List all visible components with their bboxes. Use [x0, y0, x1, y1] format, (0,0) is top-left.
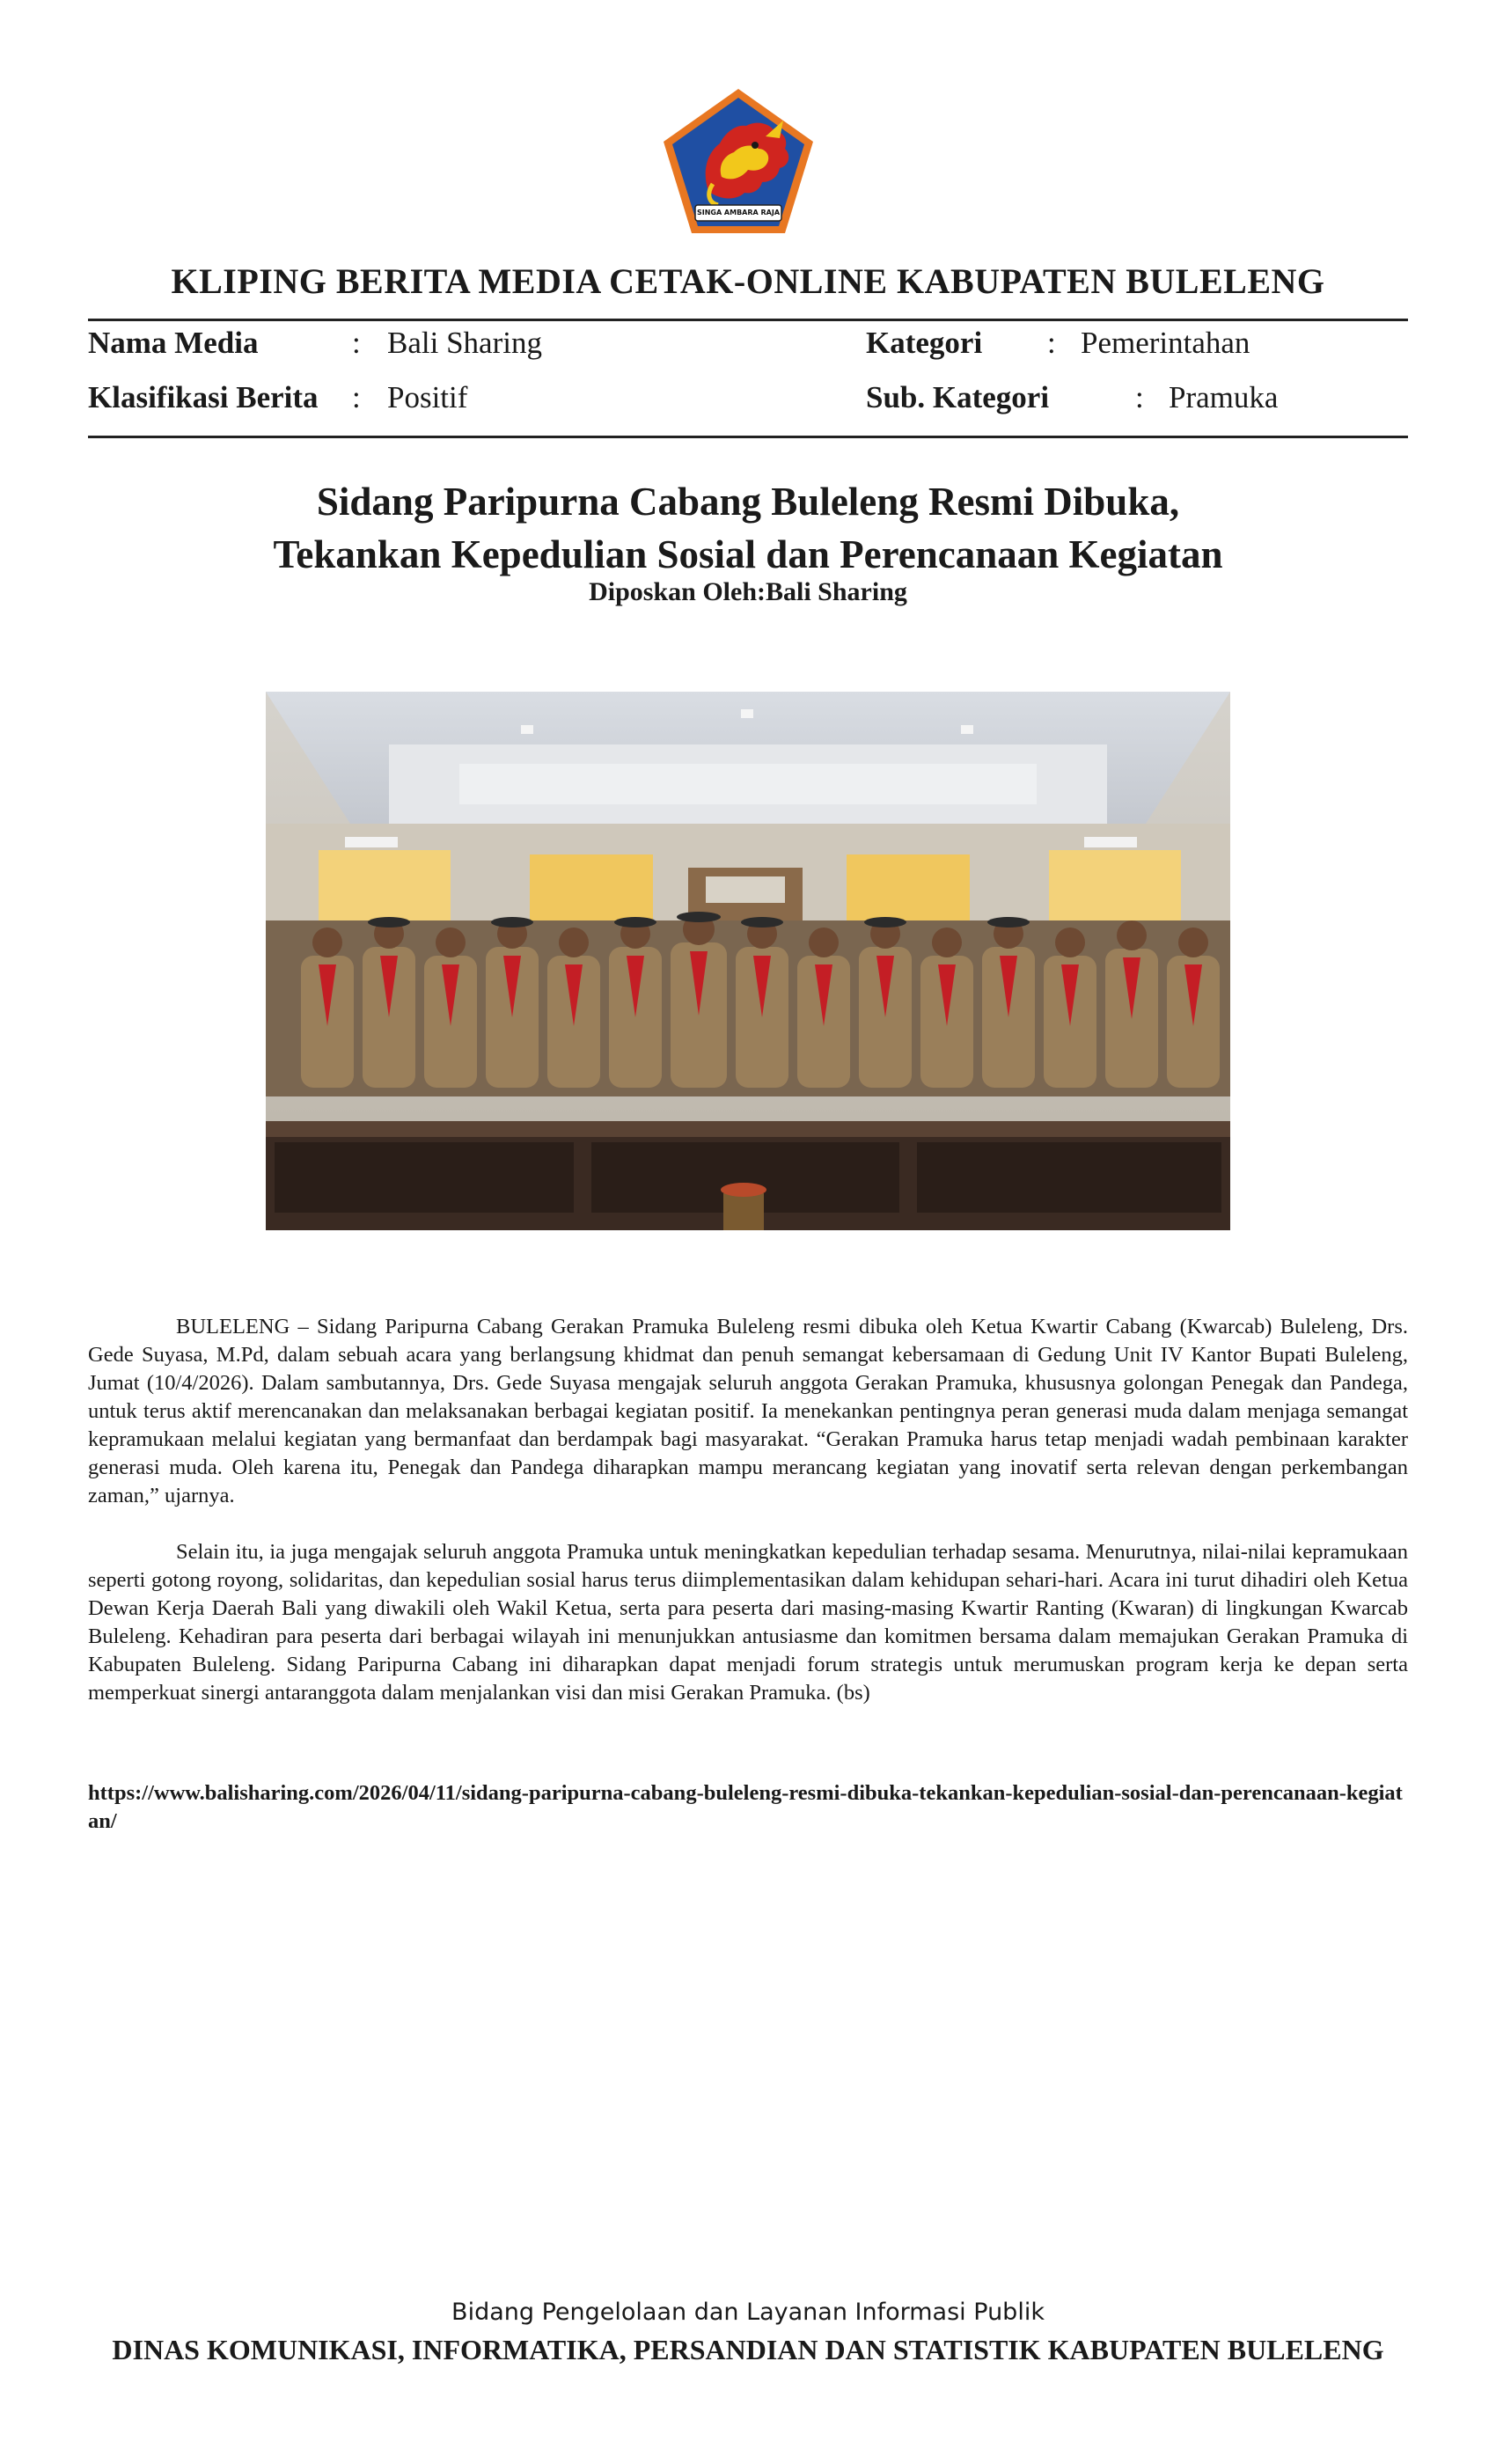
headline-line-2: Tekankan Kepedulian Sosial dan Perencanaan Kegiatan [273, 532, 1223, 576]
buleleng-regency-logo [660, 85, 817, 237]
meta-row-media [88, 326, 1408, 370]
header-divider-top [88, 319, 1408, 321]
headline-line-1: Sidang Paripurna Cabang Buleleng Resmi Dibuka, [316, 480, 1180, 524]
article-byline: Diposkan Oleh:Bali Sharing [589, 577, 907, 606]
article-paragraph-1: BULELENG – Sidang Paripurna Cabang Gerakan Pramuka Buleleng resmi dibuka oleh Ketua Kwartir Cabang (Kwarcab) Buleleng, Drs. Gede Suyasa, M.Pd, dalam sebuah acara yang berlangsung khidmat dan penuh semangat kebersamaan di Gedung Unit IV Kantor Bupati Buleleng, Jumat (10/4/2026). Dalam sambutannya, Drs. Gede Suyasa mengajak seluruh anggota Gerakan Pramuka, khususnya golongan Penegak dan Pandega, untuk terus aktif merencanakan dan melaksanakan berbagai kegiatan positif. Ia menekankan pentingnya peran generasi muda dalam menjaga semangat kepramukaan melalui kegiatan yang bermanfaat dan berdampak bagi masyarakat. “Gerakan Pramuka harus tetap menjadi wadah pembinaan karakter generasi muda. Oleh karena itu, Penegak dan Pandega diharapkan mampu merancang kegiatan yang inovatif serta relevan dengan perkembangan zaman,” ujarnya. [88, 1315, 1408, 1507]
kategori-separator: : [1047, 326, 1056, 360]
sub-kategori-label: Sub. Kategori [866, 380, 1050, 414]
sub-kategori-separator: : [1135, 380, 1144, 414]
sub-kategori-value: Pramuka [1169, 380, 1279, 414]
clipping-title: KLIPING BERITA MEDIA CETAK-ONLINE KABUPATEN BULELENG [171, 261, 1325, 301]
klasifikasi-separator: : [352, 380, 361, 414]
kategori-label: Kategori [866, 326, 983, 360]
logo-banner-text: SINGA AMBARA RAJA [696, 209, 781, 216]
media-label: Nama Media [88, 326, 259, 360]
scouts-group-photo [266, 692, 1230, 1230]
header-divider-bottom [88, 436, 1408, 438]
article-photo [266, 692, 1230, 1230]
meta-row-klasifikasi [88, 380, 1408, 424]
article-paragraph-2: Selain itu, ia juga mengajak seluruh anggota Pramuka untuk meningkatkan kepedulian terhadap sesama. Menurutnya, nilai-nilai kepramukaan seperti gotong royong, solidaritas, dan kepedulian sosial harus terus diimplementasikan dalam kehidupan sehari-hari. Acara ini turut dihadiri oleh Ketua Dewan Kerja Daerah Bali yang diwakili oleh Wakil Ketua, serta para peserta dari masing-masing Kwartir Ranting (Kwaran) di lingkungan Kwarcab Buleleng. Kehadiran para peserta dari berbagai wilayah ini menunjukkan antusiasme dan komitmen bersama dalam memajukan Gerakan Pramuka di Kabupaten Buleleng. Sidang Paripurna Cabang ini diharapkan dapat menjadi forum strategis untuk merumuskan program kerja ke depan serta memperkuat sinergi antaranggota dalam menjalankan visi dan misi Gerakan Pramuka. (bs) [88, 1540, 1408, 1705]
kategori-value: Pemerintahan [1081, 326, 1250, 360]
media-value: Bali Sharing [387, 326, 542, 360]
footer-division: Bidang Pengelolaan dan Layanan Informasi Publik [451, 2299, 1045, 2326]
article-headline [88, 475, 1408, 581]
source-url-link[interactable]: https://www.balisharing.com/2026/04/11/sidang-paripurna-cabang-buleleng-resmi-dibuka-tekankan-kepedulian-sosial-dan-perencanaan-kegiatan/ [88, 1781, 1403, 1833]
article-body [88, 1313, 1408, 1735]
footer-department: DINAS KOMUNIKASI, INFORMATIKA, PERSANDIAN DAN STATISTIK KABUPATEN BULELENG [112, 2334, 1384, 2365]
klasifikasi-label: Klasifikasi Berita [88, 380, 319, 414]
klasifikasi-value: Positif [387, 380, 468, 414]
media-separator: : [352, 326, 361, 360]
